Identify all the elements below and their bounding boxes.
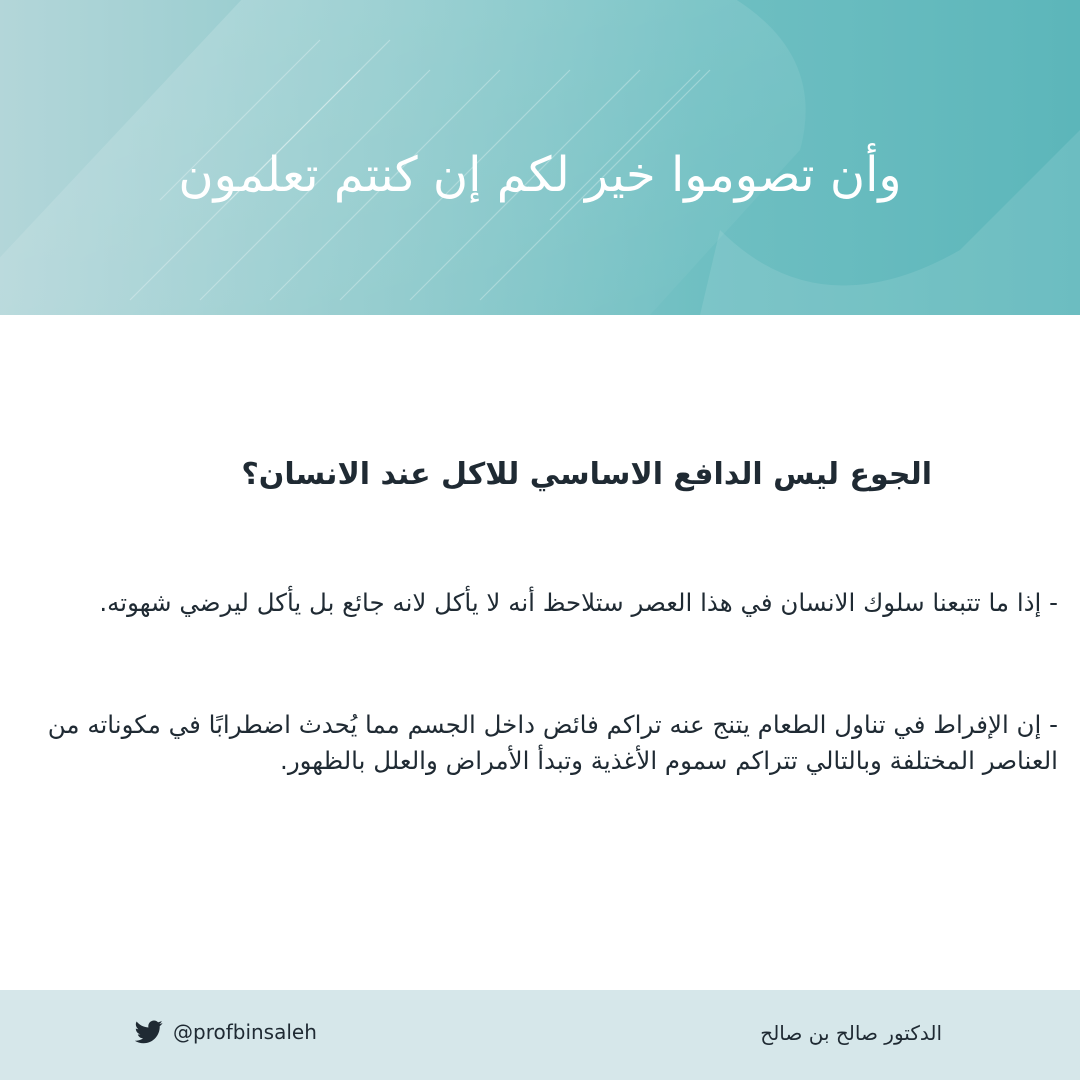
section-heading: الجوع ليس الدافع الاساسي للاكل عند الانسان؟ (241, 457, 932, 492)
footer-bar (0, 990, 1080, 1080)
twitter-icon (135, 1020, 163, 1044)
header-title: وأن تصوموا خير لكم إن كنتم تعلمون (178, 147, 902, 203)
author-name: الدكتور صالح بن صالح (760, 1021, 942, 1045)
paragraph-1: - إذا ما تتبعنا سلوك الانسان في هذا العصر ستلاحظ أنه لا يأكل لانه جائع بل يأكل ليرضي شهوته. (99, 588, 1058, 617)
header-banner (0, 0, 1080, 315)
main-content (0, 315, 1080, 990)
paragraph-2: - إن الإفراط في تناول الطعام يتنج عنه تراكم فائض داخل الجسم مما يُحدث اضطرابًا في مكوناته من العناصر المختلفة وبالتالي تتراكم سموم الأغذية وتبدأ الأمراض والعلل بالظهور. (47, 710, 1058, 775)
twitter-handle-link[interactable] (135, 1014, 317, 1050)
twitter-handle: @profbinsaleh (173, 1020, 317, 1044)
